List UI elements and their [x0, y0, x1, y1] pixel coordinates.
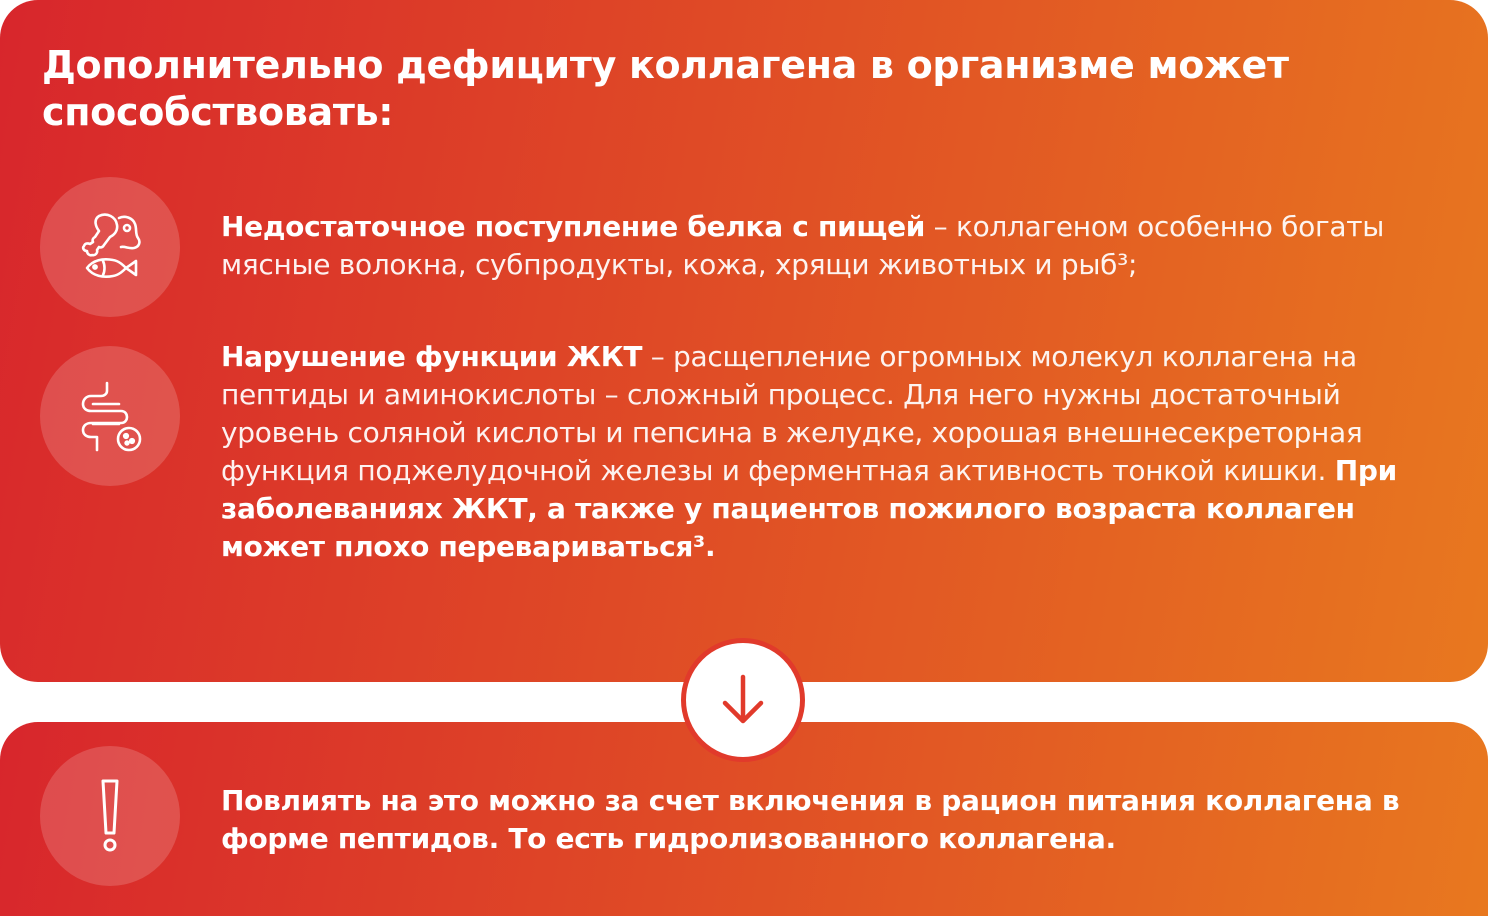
intestine-icon — [40, 346, 180, 486]
card-title: Дополнительно дефициту коллагена в организме может способствовать: — [42, 43, 1289, 134]
arrow-down-badge — [681, 638, 805, 762]
item-gi-tract — [221, 338, 1451, 566]
item-gi-bold-tail: При заболеваниях ЖКТ, а также у пациентов пожилого возраста коллаген может плохо перевариваться³. — [221, 454, 1397, 563]
item-food — [221, 208, 1451, 284]
conclusion-text: Повлиять на это можно за счет включения в рацион питания коллагена в форме пептидов. То есть гидролизованного коллагена. — [221, 784, 1400, 855]
item-gi-heading: Нарушение функции ЖКТ — [221, 340, 643, 373]
item-food-heading: Недостаточное поступление белка с пищей — [221, 210, 926, 243]
food-icon — [40, 177, 180, 317]
item-food-text: – коллагеном особенно богаты мясные волокна, субпродукты, кожа, хрящи животных и рыб³; — [221, 210, 1385, 281]
arrow-down-icon — [710, 667, 776, 733]
item-gi-text: – расщепление огромных молекул коллагена на пептиды и аминокислоты – сложный процесс. Для него нужны достаточный уровень соляной кислоты и пепсина в желудке, хорошая внешнесекреторная функция поджелудочной железы и ферментная активность тонкой кишки. — [221, 340, 1363, 487]
exclamation-icon — [40, 746, 180, 886]
